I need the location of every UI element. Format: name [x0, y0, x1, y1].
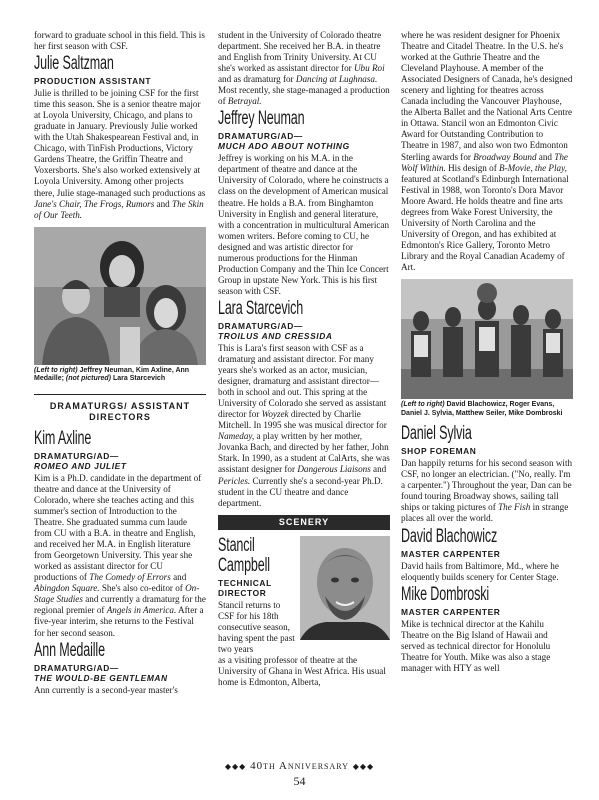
bio-lara: This is Lara's first season with CSF as a dramaturg and assistant director. For many years she's worked as an actor, musician, designer, dramaturg and assistant director—both in school and out. This spring at the University of Colorado she served as assistant director for Woyzek directed by Charlie Mitchell. In 1995 she was musical director for Nameday, a play written by her mother, Jovanka Bach, and directed by her father, John Stark. In 1990, as a student at CalArts, she was assistant designer for Dangerous Liaisons and Pericles. Currently she's a second-year Ph.D. student in the CU theatre and dance department. — [218, 342, 390, 508]
bio-stancil-wide: as a visiting professor of theatre at the University of Ghana in West Africa. His usual home is Edmonton, Alberta, — [218, 654, 386, 687]
name-stancil-campbell: Stancil Campbell — [218, 534, 270, 576]
name-daniel-sylvia: Daniel Sylvia — [401, 423, 472, 445]
section-bar-scenery: SCENERY — [218, 515, 390, 530]
role-shop-foreman: SHOP FOREMAN — [401, 446, 477, 457]
name-julie-saltzman: Julie Saltzman — [34, 53, 114, 75]
page-number: 54 — [293, 774, 306, 788]
stancil-block — [218, 536, 390, 688]
bio-david: David hails from Baltimore, Md., where he eloquently builds scenery for Center Stage. — [401, 560, 559, 582]
bio-ann: Ann currently is a second-year master's — [34, 684, 178, 695]
ornament-left: ◆◆◆ — [224, 762, 247, 771]
role-ann: DRAMATURG/AD— THE WOULD-BE GENTLEMAN — [34, 662, 168, 683]
name-ann-medaille: Ann Medaille — [34, 639, 105, 661]
bio-kim: Kim is a Ph.D. candidate in the department of theatre and dance at the University of Colorado, where she teaches acting and this summer's section of Introduction to the Theatre. She graduated summa cum laude from CU with a B.A. in theatre and English, and received her M.A. in English literature from Georgetown University. This year she worked as assistant director for CU productions of The Comedy of Errors and Abingdon Square. She's also co-editor of On-Stage Studies and currently a dramaturg for the regional premier of Angels in America. After a five-year interim, she returns to the Festival for her second season. — [34, 472, 206, 638]
photo-dramaturgs — [34, 227, 206, 365]
name-lara-starcevich: Lara Starcevich — [218, 297, 304, 319]
column-3 — [401, 30, 573, 674]
name-kim-axline: Kim Axline — [34, 427, 92, 449]
role-master-carpenter-mike: MASTER CARPENTER — [401, 606, 501, 617]
section-title-dramaturgs: DRAMATURGS/ ASSISTANT DIRECTORS — [34, 394, 206, 423]
name-david-blachowicz: David Blachowicz — [401, 525, 498, 547]
role-lara: DRAMATURG/AD— TROILUS AND CRESSIDA — [218, 320, 333, 341]
bio-stancil-continued: where he was resident designer for Phoenix Theatre and Citadel Theatre. In the U.S. he's worked at the Guthrie Theatre and the Cleveland Playhouse. A member of the Associated Designers of Canada, he's designed scenery and lighting for theatres across Canada including the Vancouver Playhouse, the Alberta Ballet and the National Arts Centre in Ottawa. Stancil won an Edmonton Civic Award for Outstanding Contribution to Theatre in 1987, and also won two Edmonton Sterling awards for Broadway Bound and The Wolf Within. His design of B-Movie, the Play, featured at Scotland's Edinburgh International Festival in 1988, won Toronto's Dora Mavor Moore Award. He holds theatre and fine arts degrees from Wake Forest University, the University of North Carolina and the University of Oregon, and has exhibited at Edmonton's Rice Gallery, Toronto Metro Library and the Royal Canadian Academy of Art. — [401, 30, 573, 272]
bio-ann-continued: student in the University of Colorado theatre department. She received her B.A. in theatre and English from Trinity University. At CU she's worked as assistant director for Ubu Roi and as dramaturg for Dancing at Lughnasa. Most recently, she stage-managed a production of Betrayal. — [218, 30, 390, 107]
bio-julie: Julie is thrilled to be joining CSF for the first time this season. She is a senior theatre major at Loyola University, Chicago, and plans to graduate in January. Previously Julie worked with the Utah Shakespearean Festival and, in Chicago, with TinFish Productions, Victory Gardens Theatre, the Griffin Theatre and Voxersborts. She's also worked extensively at Loyola University. Among other projects there, Julie stage-managed such productions as Jane's Chair, The Frogs, Rumors and The Skin of Our Teeth. — [34, 88, 206, 220]
name-jeffrey-neuman: Jeffrey Neuman — [218, 108, 305, 130]
intro-text: forward to graduate school in this field. This is her first season with CSF. — [34, 30, 205, 52]
bio-mike: Mike is technical director at the Kahilu Theatre on the Big Island of Hawaii and served as technical director for Honolulu Theatre for Youth. Mike was also a stage manager with HTY as well — [401, 618, 551, 673]
name-mike-dombroski: Mike Dombroski — [401, 583, 490, 605]
bio-jeffrey: Jeffrey is working on his M.A. in the department of theatre and dance at the University of Colorado, where he coinstructs a class on the development of American musical theatre. He holds a B.A. from Binghamton University in English and general literature, with a concentration in multicultural American women writers. Before coming to CU, he designed and was artistic director for numerous productions for the Hinman Production Company and the Thin Ice Concert Group in upstate New York. This is his first season with CSF. — [218, 153, 390, 296]
role-jeffrey: DRAMATURG/AD— MUCH ADO ABOUT NOTHING — [218, 131, 350, 152]
role-master-carpenter-david: MASTER CARPENTER — [401, 548, 501, 559]
photo-caption-1: (Left to right) Jeffrey Neuman, Kim Axline, Ann Medaille; (not pictured) Lara Starcevich — [34, 366, 190, 383]
page-footer — [0, 760, 599, 789]
bio-daniel: Dan happily returns for his second season with CSF, no longer an electrician. ("No, really. I'm a carpenter.") Throughout the year, Dan can be found touring Broadway shows, sailing tall ships or taking pictures of The Fish in strange places all over the world. — [401, 458, 573, 524]
role-kim: DRAMATURG/AD— ROMEO AND JULIET — [34, 450, 127, 471]
column-2 — [218, 30, 390, 688]
role-production-assistant: PRODUCTION ASSISTANT — [34, 76, 152, 87]
column-1 — [34, 30, 206, 696]
ornament-right: ◆◆◆ — [352, 762, 375, 771]
photo-stancil-campbell — [300, 536, 390, 640]
bio-stancil-narrow: Stancil returns to CSF for his 18th consecutive season, having spent the past two years — [218, 599, 295, 654]
photo-caption-2: (Left to right) David Blachowicz, Roger Evans, Daniel J. Sylvia, Matthew Seiler, Mike Dombroski — [401, 401, 563, 417]
anniversary-banner — [0, 760, 599, 772]
role-technical-director: TECHNICAL DIRECTOR — [218, 577, 272, 598]
anniversary-text: 40th Anniversary — [250, 760, 349, 772]
photo-scenery-crew — [401, 279, 573, 399]
